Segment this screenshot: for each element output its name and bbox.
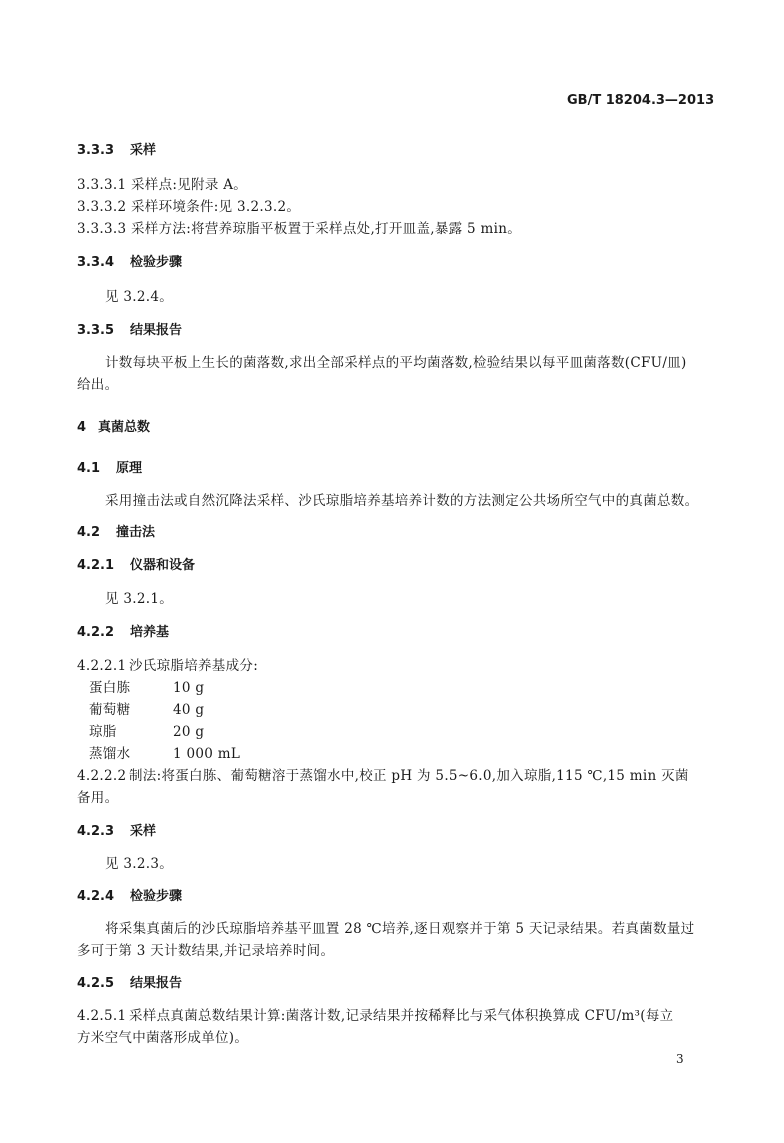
section-title: 采样	[130, 143, 157, 158]
ingredient-name: 琼脂	[89, 724, 117, 740]
section-title: 检验步骤	[130, 889, 183, 904]
ingredient-row	[89, 676, 204, 696]
heading-4-2-3	[77, 820, 156, 839]
clause-4-2-2-2-line1	[77, 764, 689, 784]
clause-number: 3.3.3.2	[77, 199, 127, 215]
section-number: 3.3.3	[77, 143, 115, 158]
paragraph-4-2-1: 见 3.2.1。	[105, 591, 174, 607]
clause-text: 采样点:见附录 A。	[131, 177, 248, 193]
clause-3-3-3-2	[77, 195, 300, 215]
clause-text: 采样点真菌总数结果计算:菌落计数,记录结果并按稀释比与采气体积换算成 CFU/m³(每立	[129, 1008, 674, 1024]
clause-text: 采样方法:将营养琼脂平板置于采样点处,打开皿盖,暴露 5 min。	[131, 221, 522, 237]
ingredient-row	[89, 720, 204, 740]
clause-3-3-3-1	[77, 173, 247, 193]
ingredient-amount: 1 000 mL	[173, 746, 241, 762]
heading-4-2-4	[77, 885, 182, 904]
clause-text: 制法:将蛋白胨、葡萄糖溶于蒸馏水中,校正 pH 为 5.5~6.0,加入琼脂,115 ℃,15 min 灭菌	[129, 768, 689, 784]
section-number: 4.1	[77, 461, 101, 476]
ingredient-name: 蛋白胨	[89, 680, 131, 696]
ingredient-name: 蒸馏水	[89, 746, 131, 762]
heading-4-2-2	[77, 621, 169, 640]
section-title: 检验步骤	[130, 255, 183, 270]
ingredient-amount: 40 g	[173, 702, 205, 718]
clause-number: 4.2.2.1	[77, 658, 127, 674]
ingredient-amount: 20 g	[173, 724, 205, 740]
section-title: 真菌总数	[98, 420, 151, 435]
section-number: 4	[77, 420, 87, 435]
clause-number: 4.2.2.2	[77, 768, 127, 784]
heading-4-2-1	[77, 554, 195, 573]
ingredient-amount: 10 g	[173, 680, 205, 696]
heading-4-2-5	[77, 972, 182, 991]
heading-4	[77, 416, 150, 435]
clause-4-2-2-1	[77, 654, 258, 674]
paragraph-3-3-4: 见 3.2.4。	[105, 289, 174, 305]
clause-text: 采样环境条件:见 3.2.3.2。	[131, 199, 301, 215]
section-title: 撞击法	[116, 525, 156, 540]
clause-text: 沙氏琼脂培养基成分:	[129, 658, 259, 674]
clause-4-2-2-2-line2: 备用。	[77, 790, 119, 806]
paragraph-4-2-3: 见 3.2.3。	[105, 856, 174, 872]
clause-number: 4.2.5.1	[77, 1008, 127, 1024]
paragraph-3-3-5-line1: 计数每块平板上生长的菌落数,求出全部采样点的平均菌落数,检验结果以每平皿菌落数(CFU/皿)	[105, 355, 687, 371]
clause-4-2-5-1-line1	[77, 1004, 673, 1024]
section-number: 4.2.2	[77, 625, 115, 640]
ingredient-name: 葡萄糖	[89, 702, 131, 718]
paragraph-4-2-4-line2: 多可于第 3 天计数结果,并记录培养时间。	[77, 943, 335, 959]
section-number: 4.2	[77, 525, 101, 540]
section-title: 原理	[116, 461, 143, 476]
heading-3-3-3	[77, 139, 156, 158]
section-title: 结果报告	[130, 323, 183, 338]
ingredient-row	[89, 742, 240, 762]
section-title: 结果报告	[130, 976, 183, 991]
paragraph-4-1: 采用撞击法或自然沉降法采样、沙氏琼脂培养基培养计数的方法测定公共场所空气中的真菌总数。	[105, 493, 699, 509]
section-title: 培养基	[130, 625, 170, 640]
clause-number: 3.3.3.1	[77, 177, 127, 193]
clause-4-2-5-1-line2: 方米空气中菌落形成单位)。	[77, 1030, 249, 1046]
section-number: 3.3.4	[77, 255, 115, 270]
section-number: 4.2.5	[77, 976, 115, 991]
heading-4-2	[77, 521, 155, 540]
section-number: 4.2.1	[77, 558, 115, 573]
heading-3-3-4	[77, 251, 182, 270]
section-number: 4.2.4	[77, 889, 115, 904]
section-title: 仪器和设备	[130, 558, 196, 573]
clause-3-3-3-3	[77, 217, 521, 237]
paragraph-3-3-5-line2: 给出。	[77, 377, 119, 393]
heading-3-3-5	[77, 319, 182, 338]
paragraph-4-2-4-line1: 将采集真菌后的沙氏琼脂培养基平皿置 28 ℃培养,逐日观察并于第 5 天记录结果。若真菌数量过	[105, 921, 695, 937]
section-number: 4.2.3	[77, 824, 115, 839]
section-title: 采样	[130, 824, 157, 839]
page-number: 3	[676, 1052, 684, 1066]
section-number: 3.3.5	[77, 323, 115, 338]
heading-4-1	[77, 457, 142, 476]
ingredient-row	[89, 698, 204, 718]
clause-number: 3.3.3.3	[77, 221, 127, 237]
standard-code: GB/T 18204.3—2013	[567, 93, 715, 108]
